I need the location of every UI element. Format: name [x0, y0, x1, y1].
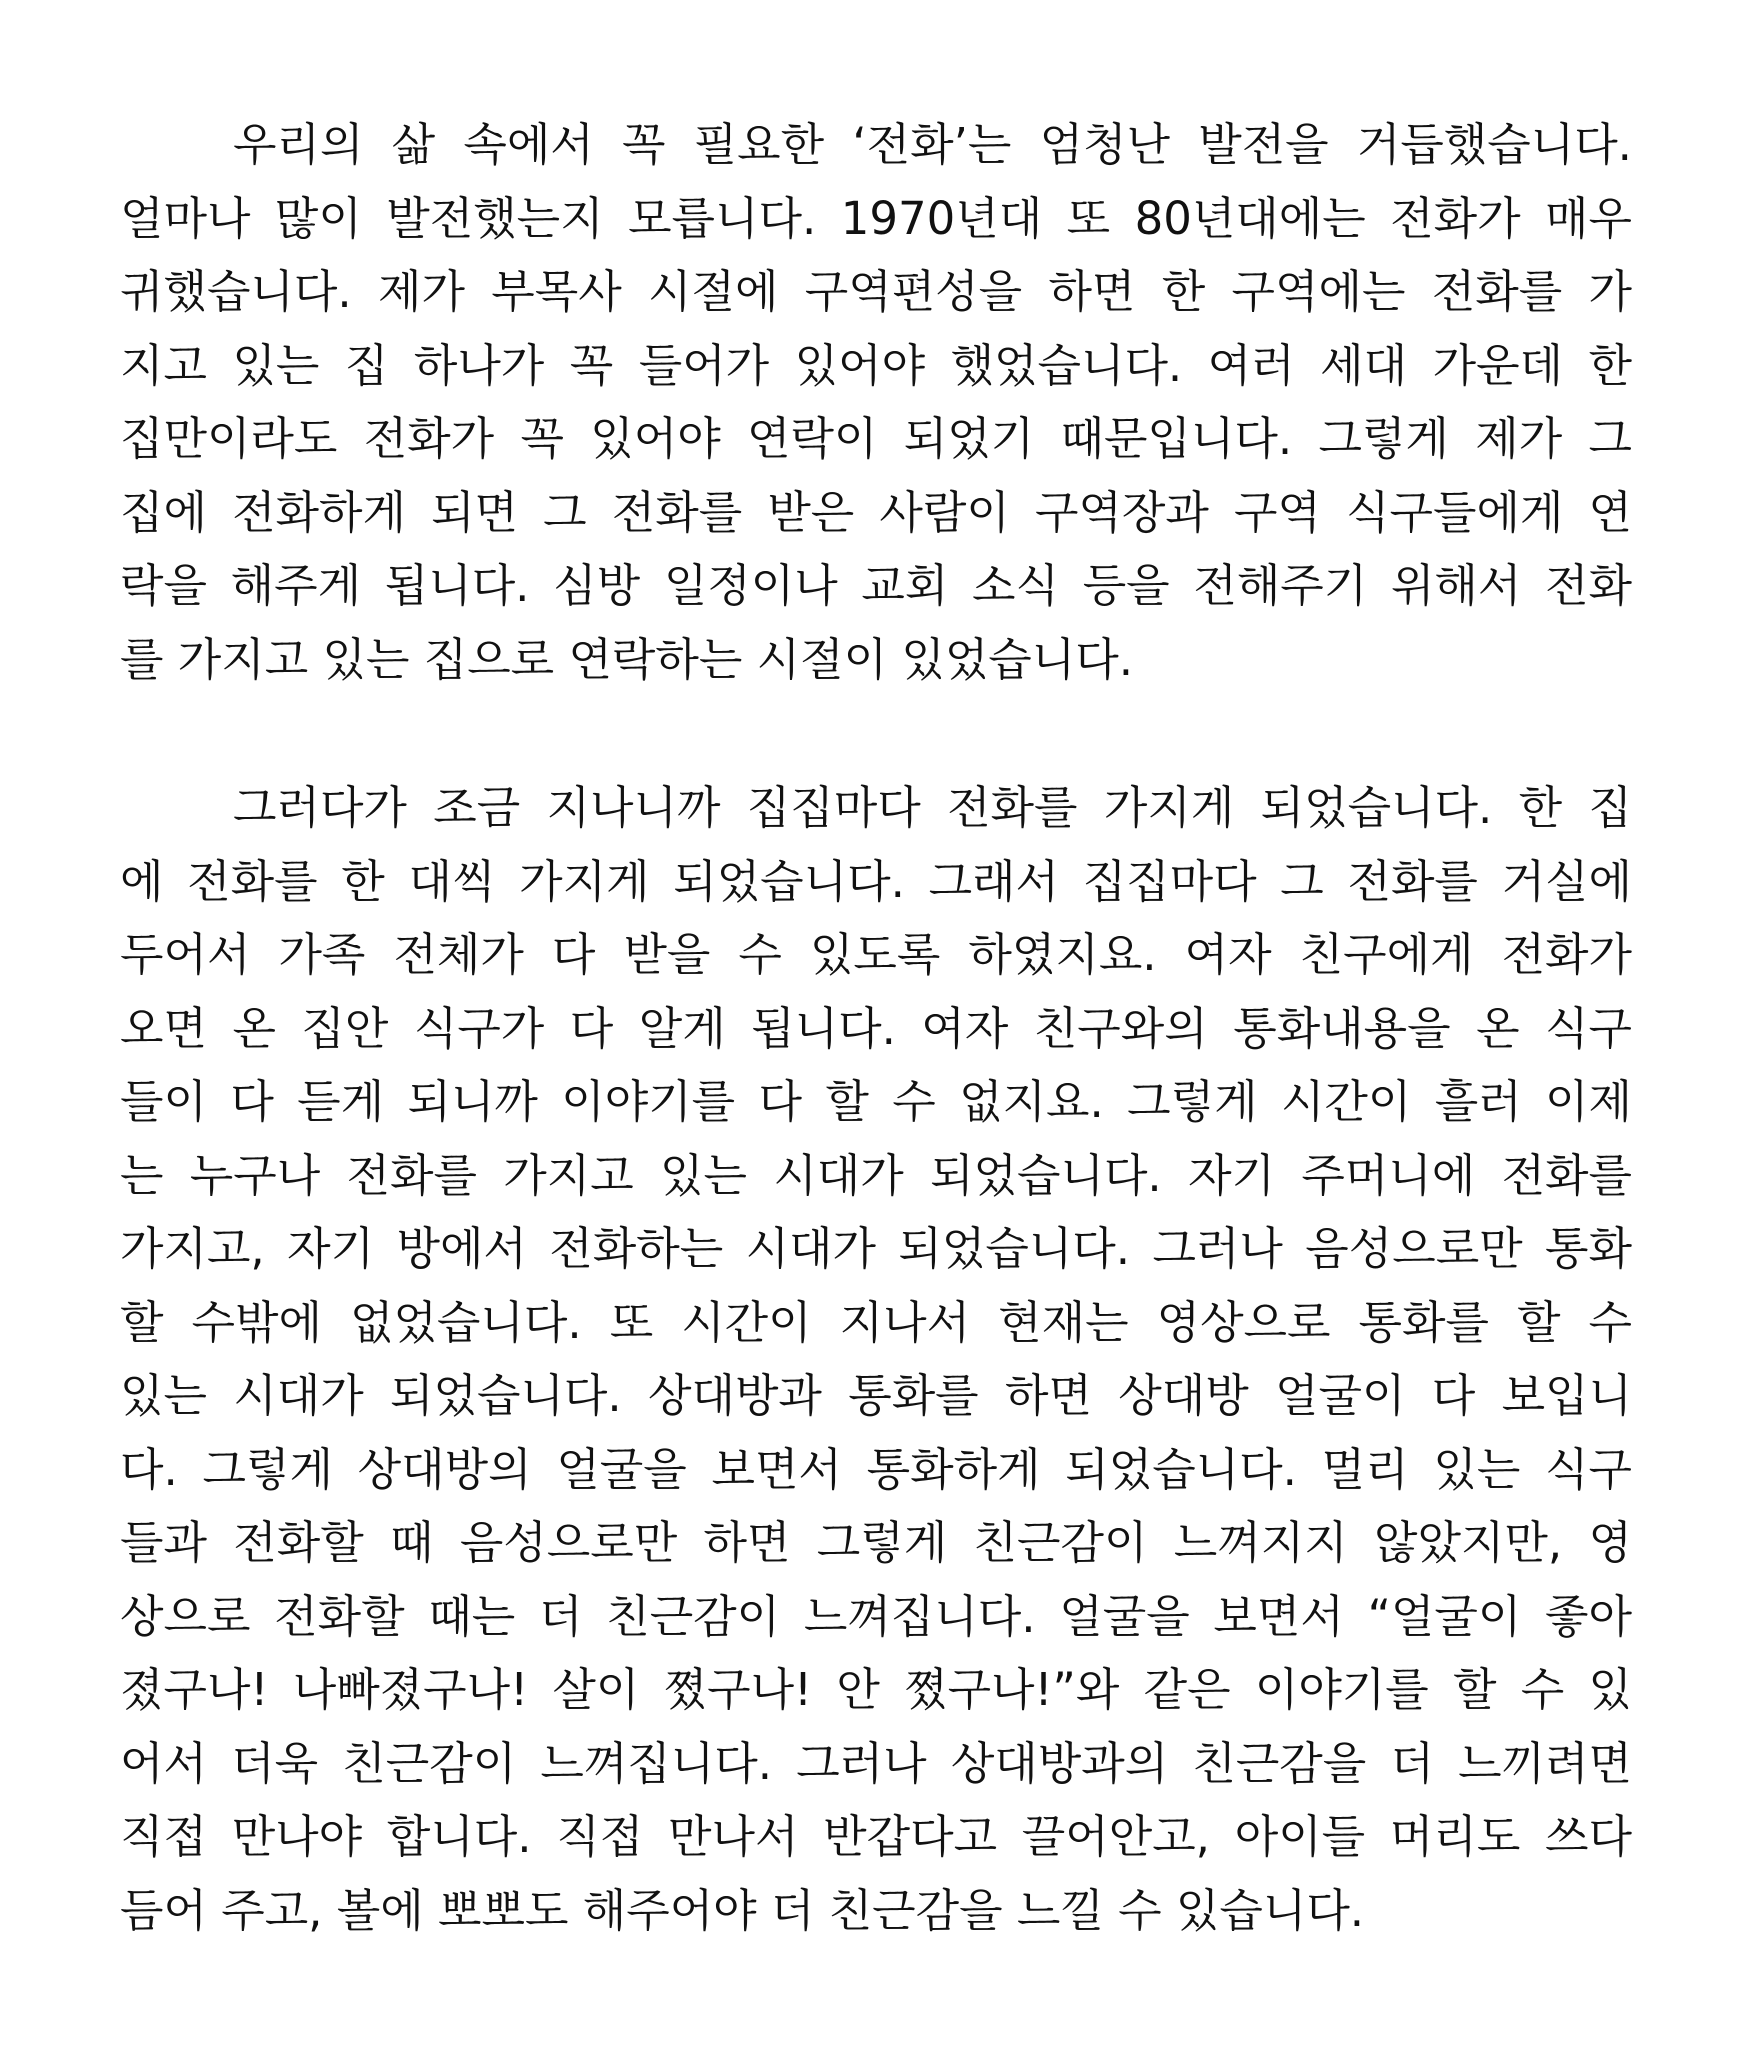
- paragraph-line: 들과 전화할 때 음성으로만 하면 그렇게 친근감이 느껴지지 않았지만, 영: [120, 1516, 1632, 1569]
- paragraph-line: 오면 온 집안 식구가 다 알게 됩니다. 여자 친구와의 통화내용을 온 식구: [120, 1001, 1632, 1055]
- paragraph-2: [120, 771, 1632, 1947]
- paragraph-line: 다. 그렇게 상대방의 얼굴을 보면서 통화하게 되었습니다. 멀리 있는 식구: [120, 1442, 1632, 1496]
- paragraph-line: 가지고, 자기 방에서 전화하는 시대가 되었습니다. 그러나 음성으로만 통화: [120, 1222, 1632, 1275]
- paragraph-line: 지고 있는 집 하나가 꼭 들어가 있어야 했었습니다. 여러 세대 가운데 한: [120, 338, 1632, 392]
- paragraph-line: 두어서 가족 전체가 다 받을 수 있도록 하였지요. 여자 친구에게 전화가: [120, 928, 1632, 981]
- paragraph-line: 어서 더욱 친근감이 느껴집니다. 그러나 상대방과의 친근감을 더 느끼려면: [120, 1736, 1632, 1790]
- paragraph-line: 락을 해주게 됩니다. 심방 일정이나 교회 소식 등을 전해주기 위해서 전화: [120, 559, 1632, 612]
- paragraph-line: 우리의 삶 속에서 꼭 필요한 ‘전화’는 엄청난 발전을 거듭했습니다.: [233, 118, 1632, 171]
- paragraph-line: 얼마나 많이 발전했는지 모릅니다. 1970년대 또 80년대에는 전화가 매우: [120, 191, 1632, 245]
- paragraph-line: 에 전화를 한 대씩 가지게 되었습니다. 그래서 집집마다 그 전화를 거실에: [120, 854, 1632, 908]
- paragraph-line: 집에 전화하게 되면 그 전화를 받은 사람이 구역장과 구역 식구들에게 연: [120, 485, 1632, 539]
- paragraph-line: 있는 시대가 되었습니다. 상대방과 통화를 하면 상대방 얼굴이 다 보입니: [120, 1369, 1632, 1422]
- paragraph-line: 그러다가 조금 지나니까 집집마다 전화를 가지게 되었습니다. 한 집: [233, 781, 1632, 834]
- paragraph-line: 직접 만나야 합니다. 직접 만나서 반갑다고 끌어안고, 아이들 머리도 쓰다: [120, 1810, 1632, 1863]
- paragraph-line: 할 수밖에 없었습니다. 또 시간이 지나서 현재는 영상으로 통화를 할 수: [120, 1295, 1632, 1349]
- paragraph-line: 상으로 전화할 때는 더 친근감이 느껴집니다. 얼굴을 보면서 “얼굴이 좋아: [120, 1589, 1632, 1643]
- paragraph-line: 귀했습니다. 제가 부목사 시절에 구역편성을 하면 한 구역에는 전화를 가: [120, 265, 1632, 318]
- paragraph-line: 들이 다 듣게 되니까 이야기를 다 할 수 없지요. 그렇게 시간이 흘러 이제: [120, 1075, 1632, 1128]
- paragraph-line: 를 가지고 있는 집으로 연락하는 시절이 있었습니다.: [120, 632, 1134, 686]
- paragraph-line: 집만이라도 전화가 꼭 있어야 연락이 되었기 때문입니다. 그렇게 제가 그: [120, 412, 1632, 465]
- paragraph-line: 는 누구나 전화를 가지고 있는 시대가 되었습니다. 자기 주머니에 전화를: [120, 1148, 1632, 1202]
- paragraph-line: 졌구나! 나빠졌구나! 살이 쪘구나! 안 쪘구나!”와 같은 이야기를 할 수 있: [120, 1663, 1632, 1716]
- paragraph-1: [120, 108, 1632, 696]
- paragraph-line: 듬어 주고, 볼에 뽀뽀도 해주어야 더 친근감을 느낄 수 있습니다.: [120, 1883, 1365, 1937]
